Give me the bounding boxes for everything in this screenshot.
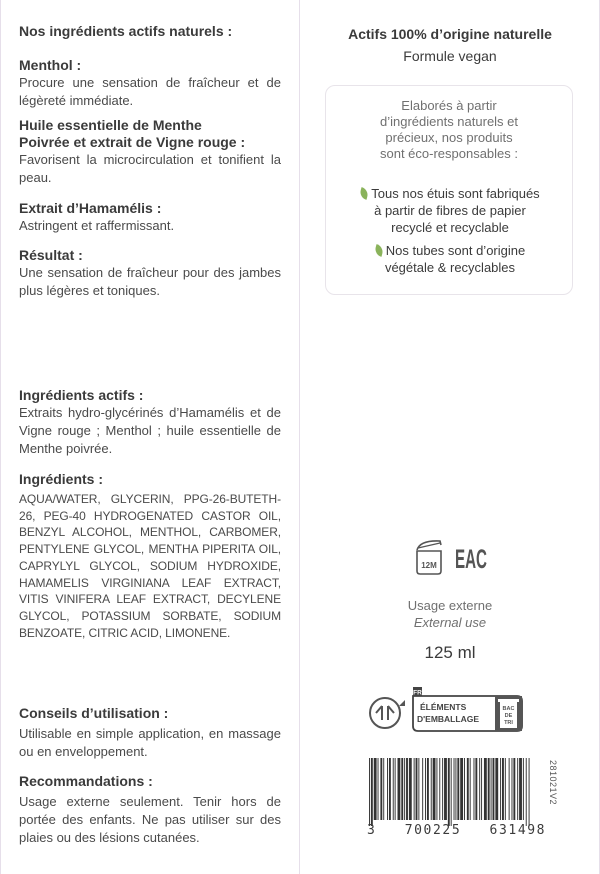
bin-text-3: TRI — [504, 720, 513, 726]
eco-item-cases — [334, 185, 566, 236]
barcode-bar — [455, 758, 456, 820]
eco-item-line: recyclé et recyclable — [391, 220, 509, 235]
barcode-bar — [495, 758, 498, 820]
eco-item-line: à partir de fibres de papier — [374, 203, 526, 218]
barcode-bar — [512, 758, 513, 820]
conseils-title: Conseils d’utilisation : — [19, 705, 169, 721]
barcode-bar — [383, 758, 384, 820]
leaf-icon — [359, 187, 370, 200]
barcode-bar — [523, 758, 524, 820]
ingredients-title: Ingrédients : — [19, 471, 104, 487]
actifs-section — [19, 387, 281, 458]
barcode-number: 3 700225 631498 — [367, 823, 547, 838]
barcode-bar — [442, 758, 443, 820]
eco-item-line: Tous nos étuis sont fabriqués — [371, 186, 540, 201]
recommandations-text: Usage externe seulement. Tenir hors de portée des enfants. Ne pas utiliser sur des plaies ou des lésions cutanées. — [19, 794, 281, 845]
hamamelis-text: Astringent et raffermissant. — [19, 218, 175, 233]
pao-jar-icon — [414, 537, 444, 575]
barcode-bar — [481, 758, 482, 820]
barcode-bar — [422, 758, 423, 820]
huile-title-line2: Poivrée et extrait de Vigne rouge : — [19, 134, 246, 150]
eco-intro — [326, 98, 572, 162]
barcode-bar — [398, 758, 401, 820]
eco-intro-line: Elaborés à partir — [401, 98, 497, 113]
barcode-bar — [509, 758, 510, 820]
barcode-bar — [444, 758, 447, 820]
barcode — [367, 758, 531, 826]
vegan-subtitle: Formule vegan — [403, 48, 497, 64]
barcode-bar — [406, 758, 408, 820]
barcode-bar — [416, 758, 418, 820]
natural-origin-title: Actifs 100% d’origine naturelle — [348, 26, 552, 42]
barcode-bar — [414, 758, 415, 820]
barcode-bar — [427, 758, 429, 820]
barcode-bar — [436, 758, 437, 820]
huile-text: Favorisent la microcirculation et tonifient la peau. — [19, 152, 281, 185]
barcode-bar — [488, 758, 490, 820]
barcode-bar — [404, 758, 405, 820]
barcode-bar — [371, 758, 373, 826]
eco-item-line: végétale & recyclables — [384, 260, 516, 275]
hamamelis-title: Extrait d’Hamamélis : — [19, 200, 162, 216]
recommandations-section — [19, 773, 281, 847]
eco-intro-line: sont éco-responsables : — [379, 146, 519, 161]
eac-mark-text: EAC — [455, 544, 487, 574]
barcode-bar — [470, 758, 471, 820]
volume: 125 ml — [424, 643, 476, 662]
barcode-bar — [451, 758, 452, 826]
triman-icon — [370, 698, 405, 728]
eco-intro-line: précieux, nos produits — [385, 130, 513, 145]
actifs-title: Ingrédients actifs : — [19, 387, 144, 403]
barcode-bar — [395, 758, 396, 820]
recommandations-title: Recommandations : — [19, 773, 153, 789]
barcode-bar — [393, 758, 394, 820]
resultat-section — [19, 247, 281, 300]
natural-ingredients-title: Nos ingrédients actifs naturels : — [19, 23, 233, 39]
triman-country: FR — [413, 689, 422, 697]
barcode-bar — [454, 758, 455, 820]
barcode-bar — [474, 758, 475, 820]
barcode-bar — [401, 758, 403, 820]
barcode-bar — [387, 758, 388, 820]
huile-title-line1: Huile essentielle de Menthe — [19, 117, 202, 133]
barcode-bar — [505, 758, 506, 820]
barcode-bar — [484, 758, 487, 820]
barcode-bar — [457, 758, 459, 820]
barcode-bar — [460, 758, 463, 820]
barcode-bar — [439, 758, 440, 820]
barcode-bar — [431, 758, 432, 820]
conseils-section — [19, 705, 281, 761]
barcode-bar — [378, 758, 379, 820]
barcode-bar — [502, 758, 504, 820]
triman-line1: ÉLÉMENTS — [420, 702, 467, 712]
eco-item-line: Nos tubes sont d’origine — [385, 243, 526, 258]
triman-line2: D'EMBALLAGE — [417, 714, 479, 724]
huile-section — [19, 117, 281, 187]
barcode-bar — [493, 758, 495, 820]
barcode-bar — [529, 758, 530, 826]
barcode-bar — [433, 758, 436, 820]
barcode-bar — [464, 758, 465, 820]
leaf-icon — [373, 244, 384, 257]
barcode-bar — [380, 758, 382, 820]
barcode-bar — [467, 758, 469, 820]
barcode-bar — [475, 758, 477, 820]
barcode-bar — [369, 758, 370, 826]
pao-label: 12M — [421, 561, 437, 570]
lot-number: 281021V2 — [548, 760, 558, 806]
barcode-bar — [513, 758, 515, 820]
menthol-title: Menthol : — [19, 57, 82, 73]
resultat-text: Une sensation de fraîcheur pour des jambes plus légères et toniques. — [19, 265, 281, 298]
menthol-text: Procure une sensation de fraîcheur et de légèreté immédiate. — [19, 75, 281, 108]
sorting-bin-icon — [495, 696, 522, 731]
hamamelis-section — [19, 200, 281, 235]
barcode-bar — [448, 758, 450, 826]
barcode-bar — [491, 758, 492, 820]
barcode-bar — [374, 758, 377, 820]
barcode-bar — [409, 758, 412, 820]
barcode-bar — [526, 758, 527, 826]
usage-fr: Usage externe — [407, 598, 493, 613]
barcode-bar — [500, 758, 501, 820]
bin-text-2: DE — [504, 713, 513, 719]
eco-responsible-box — [325, 85, 573, 295]
conseils-text: Utilisable en simple application, en massage ou en enveloppement. — [19, 726, 281, 759]
barcode-bar — [418, 758, 419, 820]
ingredients-section — [19, 471, 281, 641]
resultat-title: Résultat : — [19, 247, 83, 263]
triman-sorting-logo — [365, 680, 537, 738]
barcode-bar — [517, 758, 518, 820]
ingredients-list: AQUA/WATER, GLYCERIN, PPG-26-BUTETH-26, PEG-40 HYDROGENATED CASTOR OIL, BENZYL ALCOHOL, MENTHOL, CARBOMER, PENTYLENE GLYCOL, MENTHA PIPERITA OIL, CAPRYLYL GLYCOL, SODIUM HYDROXIDE, HAMAMELIS VIRGINIANA LEAF EXTRACT, VITIS VINIFERA LEAF EXTRACT, DECYLENE GLYCOL, POTASSIUM SORBATE, SODIUM BENZOATE, CITRIC ACID, LIMONENE. — [19, 492, 281, 640]
eco-intro-line: d’ingrédients naturels et — [379, 114, 519, 129]
eco-item-tubes — [334, 242, 566, 276]
barcode-bar — [519, 758, 522, 820]
menthol-section — [19, 57, 281, 110]
barcode-bar — [479, 758, 480, 820]
usage-en: External use — [413, 615, 487, 630]
eac-mark-icon — [454, 542, 488, 572]
bin-text-1: BAC — [502, 706, 515, 712]
actifs-text: Extraits hydro-glycérinés d’Hamamélis et de Vigne rouge ; Menthol ; huile essentielle de Menthe poivrée. — [19, 405, 281, 456]
barcode-bar — [389, 758, 391, 820]
barcode-bar — [425, 758, 426, 820]
